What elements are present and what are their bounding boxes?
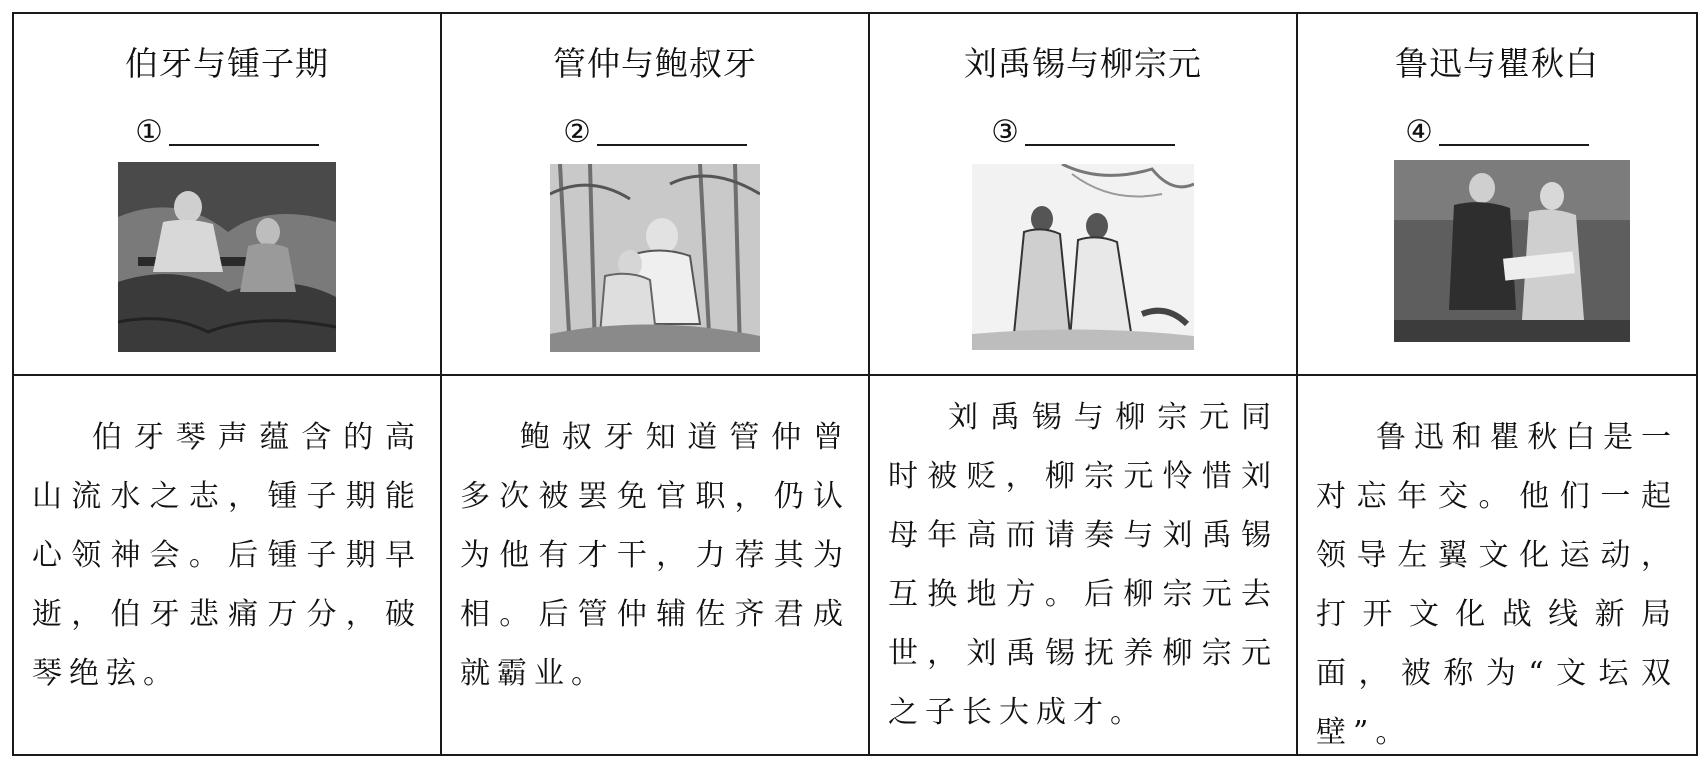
column-title: 管仲与鲍叔牙 [553,44,757,83]
blank-line [1025,144,1175,146]
two-men-portrait-painting-icon [1394,160,1630,342]
circled-number: ② [563,114,591,150]
guqin-landscape-painting-icon [118,162,336,352]
column-title: 伯牙与锺子期 [125,44,329,83]
description-text: 鲁迅和瞿秋白是一对忘年交。他们一起领导左翼文化运动，打开文化战线新局面，被称为“文坛双壁”。 [1316,420,1678,750]
blank-line [169,144,319,146]
answer-blank[interactable] [1298,104,1696,148]
blank-line [1439,144,1589,146]
description-cell-4 [1298,376,1696,754]
two-scholars-painting-icon [972,164,1194,350]
header-cell-2 [442,14,870,376]
description-text: 鲍叔牙知道管仲曾多次被罢免官职，仍认为他有才干，力荐其为相。后管仲辅佐齐君成就霸业。 [460,420,850,691]
circled-number: ③ [991,114,1019,150]
circled-number: ④ [1405,114,1433,150]
column-title: 鲁迅与瞿秋白 [1395,44,1599,83]
description-cell-2 [442,376,870,754]
description-text: 伯牙琴声蕴含的高山流水之志，锺子期能心领神会。后锺子期早逝，伯牙悲痛万分，破琴绝弦。 [32,420,422,691]
answer-blank[interactable] [870,104,1296,148]
ancient-scholars-painting-icon [550,164,760,352]
blank-line [597,144,747,146]
friendship-table [12,12,1698,756]
description-text: 刘禹锡与柳宗元同时被贬，柳宗元怜惜刘母年高而请奏与刘禹锡互换地方。后柳宗元去世，刘禹锡抚养柳宗元之子长大成才。 [888,400,1278,730]
header-cell-3 [870,14,1298,376]
answer-blank[interactable] [14,104,440,148]
header-cell-1 [14,14,442,376]
answer-blank[interactable] [442,104,868,148]
description-cell-3 [870,376,1298,754]
column-title: 刘禹锡与柳宗元 [964,44,1202,83]
circled-number: ① [135,114,163,150]
description-cell-1 [14,376,442,754]
header-cell-4 [1298,14,1696,376]
